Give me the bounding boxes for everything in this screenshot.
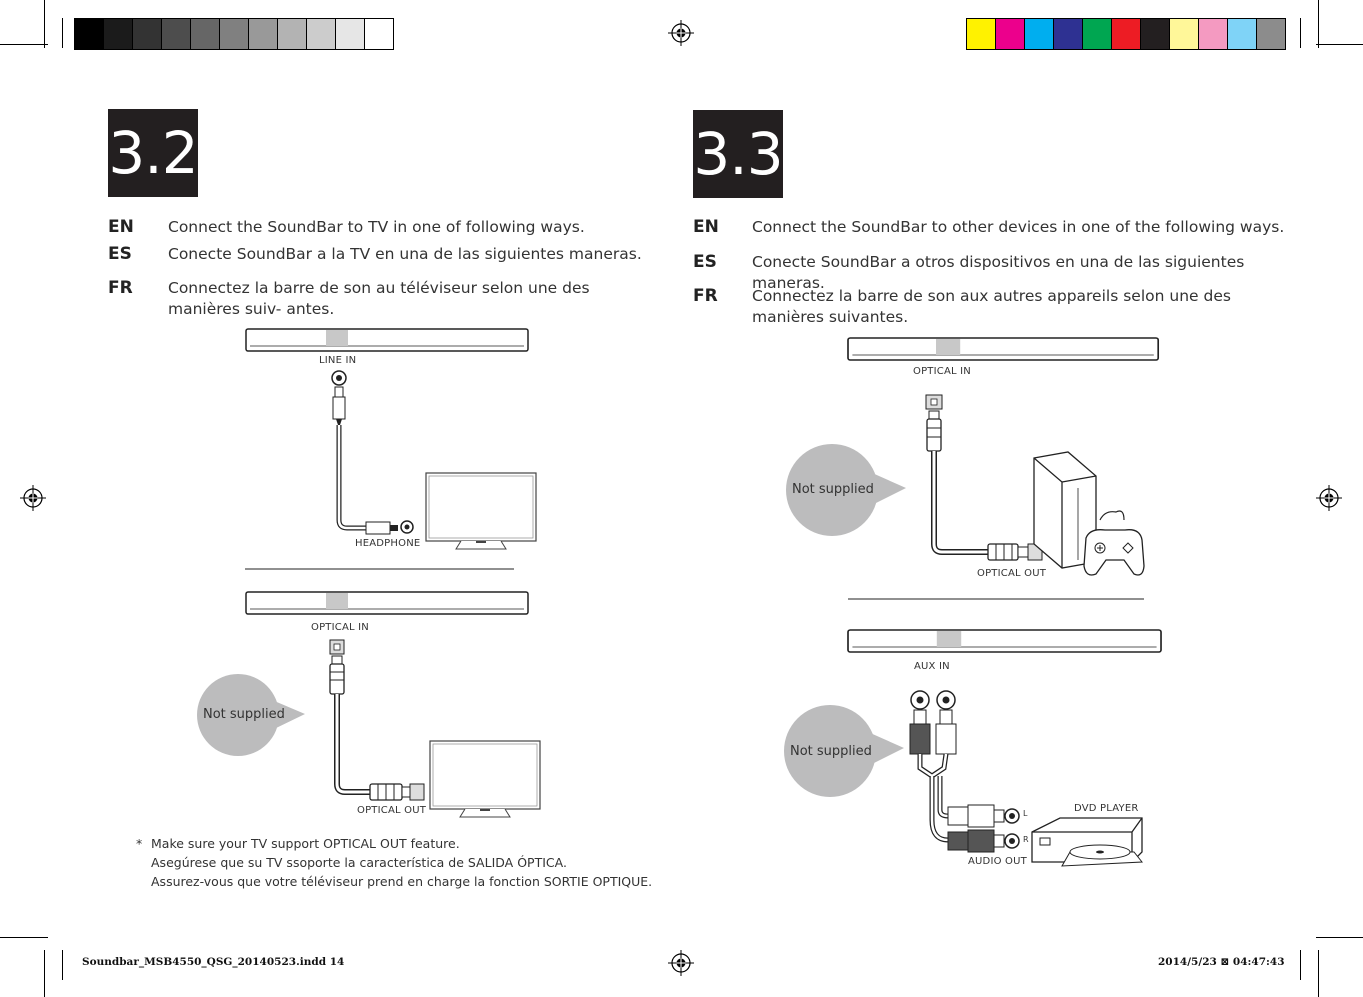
- channel-label: R: [1023, 835, 1029, 844]
- optical-out-port-icon: [410, 784, 424, 800]
- jack-plug-icon: [366, 522, 390, 534]
- registration-mark: [20, 485, 46, 511]
- note-marker: *: [136, 836, 143, 851]
- instruction-fr: Connectez la barre de son au téléviseur selon une des manières suiv- antes.: [168, 279, 590, 318]
- not-supplied-label: Not supplied: [792, 482, 874, 497]
- registration-mark: [668, 950, 694, 976]
- port-label: AUX IN: [914, 661, 950, 672]
- instruction-fr: Connectez la barre de son aux autres appareils selon une des manières suivantes.: [752, 287, 1231, 326]
- note-line-es: Asegúrese que su TV ssoporte la característica de SALIDA ÓPTICA.: [151, 855, 567, 870]
- lang-code-en: EN: [693, 217, 719, 237]
- soundbar-illustration: [848, 630, 1161, 652]
- optical-plug-icon: [988, 544, 1018, 560]
- port-label: AUDIO OUT: [968, 856, 1027, 867]
- section-number: 3.2: [108, 109, 198, 197]
- lang-code-es: ES: [108, 244, 132, 264]
- dvd-player-icon: [1032, 818, 1142, 866]
- port-label: OPTICAL OUT: [357, 805, 427, 816]
- port-label: OPTICAL IN: [913, 366, 971, 377]
- not-supplied-label: Not supplied: [790, 744, 872, 759]
- rca-plug-icon: [948, 807, 968, 825]
- optical-plug-icon: [927, 419, 941, 451]
- instruction-en: Connect the SoundBar to other devices in one of the following ways.: [752, 218, 1285, 236]
- instruction-en: Connect the SoundBar to TV in one of following ways.: [168, 218, 585, 236]
- channel-label: L: [1023, 809, 1028, 818]
- port-label: OPTICAL IN: [311, 622, 369, 633]
- note-line-en: Make sure your TV support OPTICAL OUT feature.: [151, 836, 460, 851]
- tv-illustration: [426, 473, 536, 549]
- soundbar-illustration: [246, 592, 528, 614]
- footer-filename: Soundbar_MSB4550_QSG_20140523.indd 14: [82, 956, 345, 968]
- soundbar-illustration: [848, 338, 1158, 360]
- registration-mark: [668, 20, 694, 46]
- section-number: 3.3: [693, 110, 783, 198]
- soundbar-illustration: [246, 329, 528, 351]
- rca-plug-icon: [948, 832, 968, 850]
- port-label: HEADPHONE: [355, 538, 421, 549]
- optical-plug-icon: [330, 664, 344, 694]
- lang-code-fr: FR: [693, 286, 718, 306]
- lang-code-es: ES: [693, 252, 717, 272]
- registration-mark: [1316, 485, 1342, 511]
- rca-plug-icon: [936, 724, 956, 754]
- note-line-fr: Assurez-vous que votre téléviseur prend en charge la fonction SORTIE OPTIQUE.: [151, 874, 653, 889]
- tv-illustration: [430, 741, 540, 817]
- footer-timestamp: 2014/5/23 ⊠ 04:47:43: [1158, 956, 1285, 968]
- lang-code-en: EN: [108, 217, 134, 237]
- rca-plug-icon: [910, 724, 930, 754]
- device-label: DVD PLAYER: [1074, 803, 1139, 814]
- port-label: LINE IN: [319, 355, 357, 366]
- port-label: OPTICAL OUT: [977, 568, 1047, 579]
- instruction-es: Conecte SoundBar a la TV en una de las siguientes maneras.: [168, 245, 642, 263]
- lang-code-fr: FR: [108, 278, 133, 298]
- jack-plug-icon: [333, 397, 345, 419]
- instruction-es: Conecte SoundBar a otros dispositivos en una de las siguientes maneras.: [752, 253, 1245, 292]
- not-supplied-label: Not supplied: [203, 707, 285, 722]
